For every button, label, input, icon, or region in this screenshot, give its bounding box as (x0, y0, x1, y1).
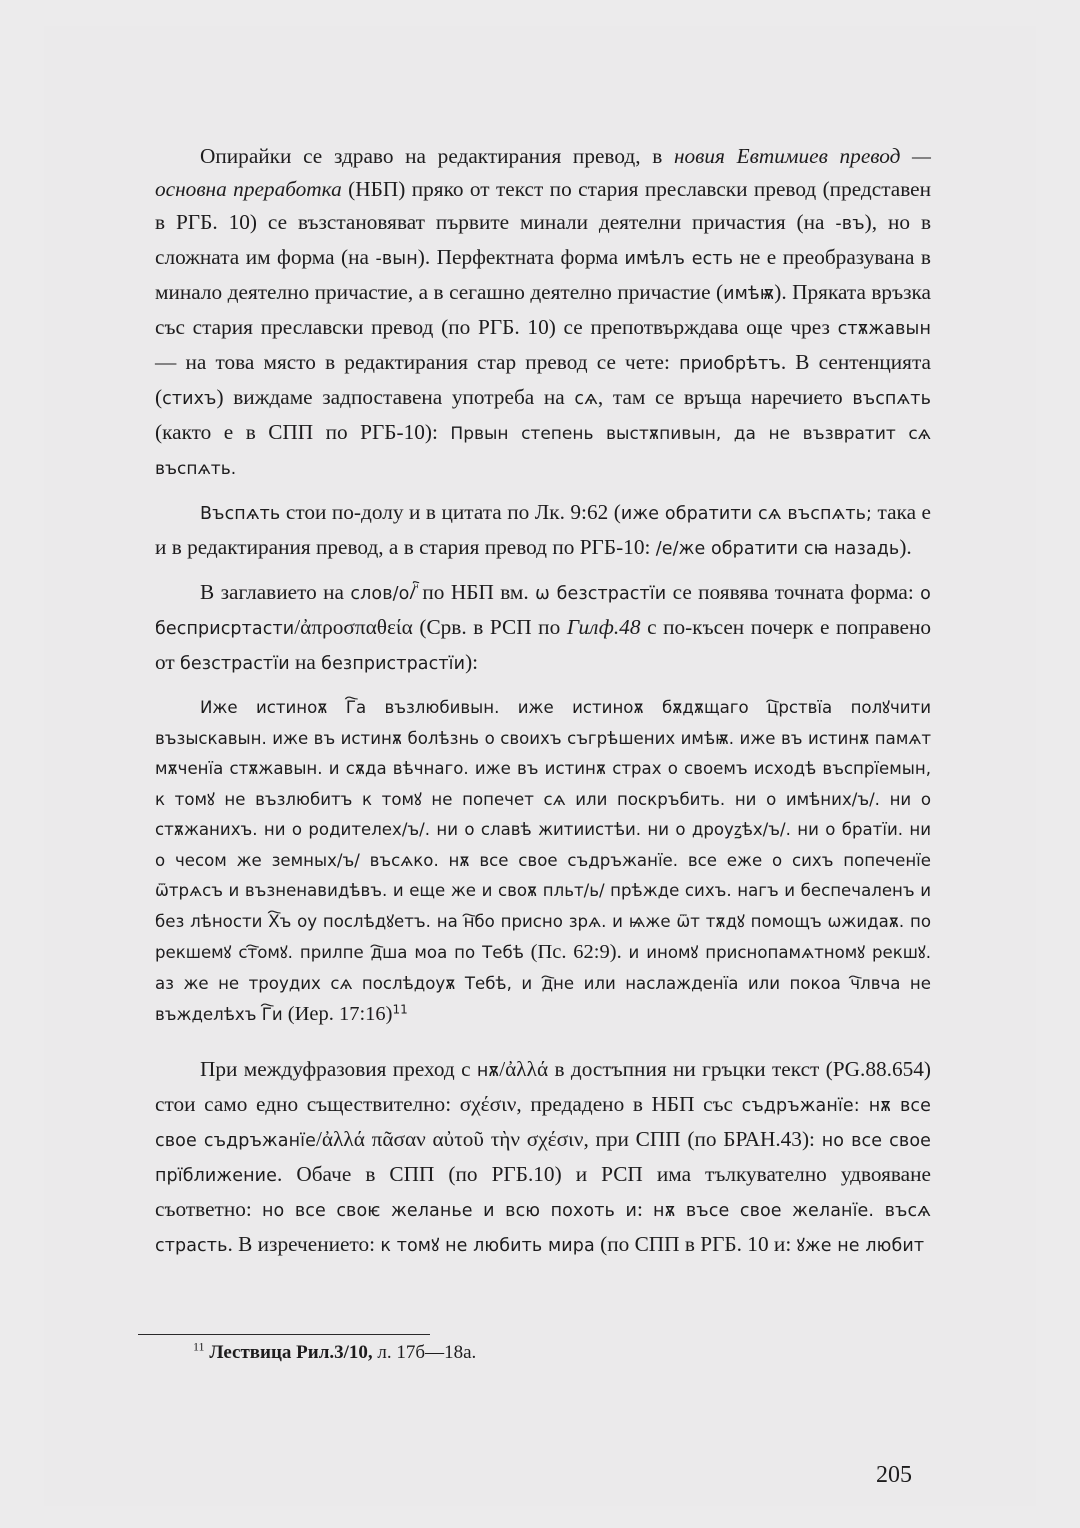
paragraph-3: В заглавието на слов/о/ⷱ҇ по НБП вм. ѡ безстрастїи се появява точната форма: о бесприсртасти/ἀπροσπαθεία (Срв. в РСП по Гилф.48 с по-късен почерк е поправено от безстрастїи на безпристрастїи): (155, 580, 932, 674)
church-slavonic-quotation: Иже истиноѫ Г҇а възлюбивын. иже истиноѫ бѫдѫщаго ц҇рствїа полꙋчити възыскавын. иже въ истинѫ болѣзнь о своихъ съгрѣшених имѣѭ. иже въ истинѫ памѧт мѫченїа стѫжавын. и сѫда вѣчнаго. иже въ истинѫ страх о своемъ исходѣ въспрїемын, к томꙋ не възлюбитъ к томꙋ не попечет сѧ или поскръбить. ни о имѣних/ъ/. ни о стѫжанихъ. ни о родителех/ъ/. ни о славѣ житиистѣи. ни о дроуꙁѣх/ъ/. ни о братїи. ни о чесом же земных/ъ/ въсѧко. нѫ все свое съдръжанїе. все еже о сихъ попеченїе ѿтрѧсъ и възненавидѣвъ. и еще же и своѫ пльт/ь/ прѣжде сихъ. нагъ и беспечаленъ и без лѣности Х҇ъ оу послѣдꙋетъ. на н҇бо присно зрѧ. и ѩже ѿт тѫдꙋ помощъ ѡжидаѫ. по рекшемꙋ ст҇омꙋ. прилпе д҇ша моа по Тебѣ (Пс. 62:9). и иномꙋ приснопамѧтномꙋ рекшꙋ. аз же не троудих сѧ послѣдоуѫ Тебѣ, и д҇не или наслажденїа или покоа ч҇лвча не въжделѣхъ Г҇и (Иер. 17:16)$^{11}$ (155, 698, 931, 1025)
footnote-pages: л. 17б—18а. (372, 1342, 477, 1363)
page-number: 205 (876, 1462, 912, 1488)
paragraph-4: При междуфразовия преход с нѫ/ἀλλά в достъпния ни гръцки текст (PG.88.654) стои само едно съществително: σχέσιν, предадено в НБП със съдръжанїе: нѫ все свое съдръжанїе/ἀλλά πᾶσαν αὐτοῦ τὴν σχέσιν, при СПП (по БРАН.43): но все свое прїближение. Обаче в СПП (по РГБ.10) и РСП има тълкувателно удвояване съответно: но все своѥ желанье и всю похоть и: нѫ въсе свое желанїе. въсѧ страсть. В изречението: к томꙋ не любить мира (по СПП в РГБ. 10 и: ꙋже не любит (155, 1056, 931, 1256)
main-text (155, 140, 931, 1263)
paragraph-1: Опирайки се здраво на редактирания превод, в новия Евтимиев превод — основна преработка (НБП) пряко от текст по стария преславски превод (представен в РГБ. 10) се възстановяват първите минали деятелни причастия (на -въ), но в сложната им форма (на -вын). Перфектната форма имѣлъ есть не е преобразувана в минало деятелно причастие, а в сегашно деятелно причастие (имѣѭ). Пряката връзка със стария преславски превод (по РГБ. 10) се препотвърждава още чрез стѫжавын — на това място в редактирания стар превод се чете: приобрѣтъ. В сентенцията (стихъ) виждаме задпоставена употреба на сѧ, там се връща наречието въспѧть (както е в СПП по РГБ-10): Првын степень выстѫпивын, да не възвратит сѧ въспѧть. (155, 144, 931, 479)
footnote-divider (138, 1334, 430, 1335)
footnote-number: 11 (193, 1339, 205, 1354)
footnote-source: Лествица Рил.3/10, (209, 1342, 373, 1363)
footnote-reference[interactable]: 11 (392, 1002, 408, 1017)
paragraph-2: Въспѧть стои по-долу и в цитата по Лк. 9:62 (иже обратити сѧ въспѧть; така е и в редактирания превод, а в стария превод по РГБ-10: /е/же обратити сꙗ назадь). (155, 500, 931, 559)
footnote (193, 1340, 893, 1366)
